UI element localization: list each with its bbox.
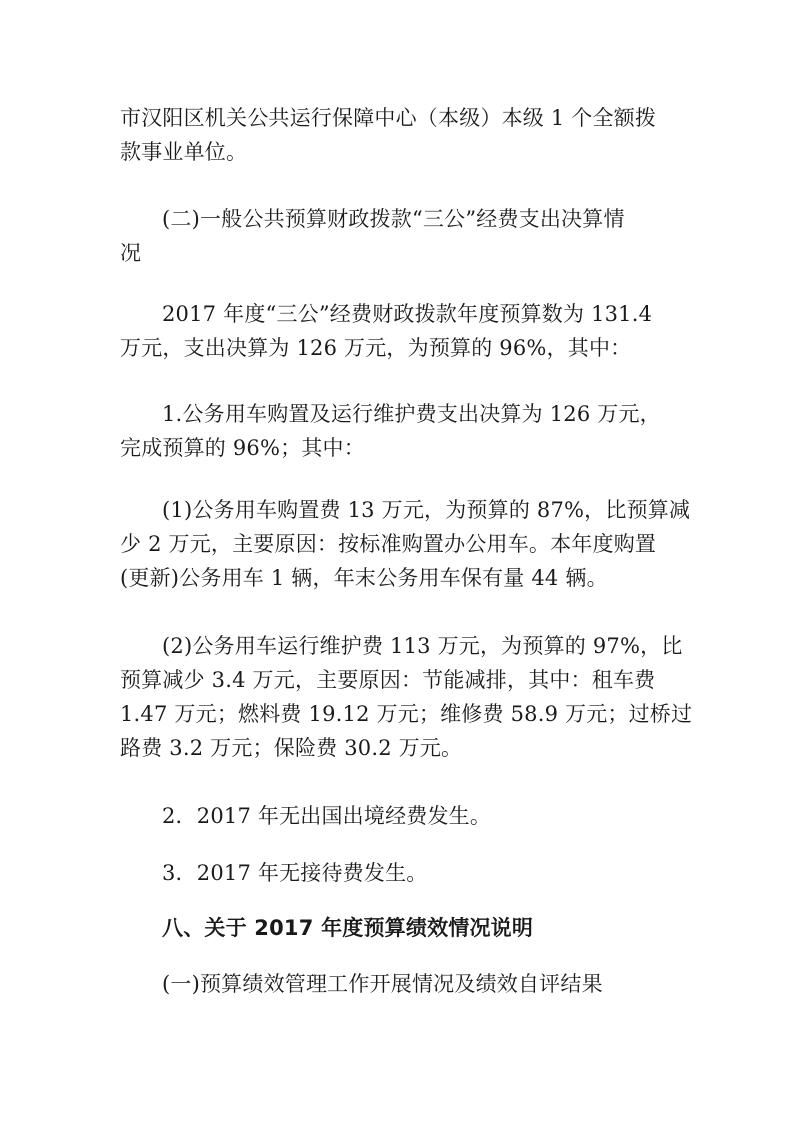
text-line: (1)公务用车购置费 13 万元，为预算的 87%，比预算减 xyxy=(162,498,691,522)
paragraph-vehicle-operation xyxy=(120,629,693,765)
text-line: (2)公务用车运行维护费 113 万元，为预算的 97%，比 xyxy=(162,634,683,658)
section-heading-three-public-expenses xyxy=(120,202,680,270)
text-line: 款事业单位。 xyxy=(120,140,248,164)
paragraph-budget-summary xyxy=(120,297,680,365)
text-line: 路费 3.2 万元；保险费 30.2 万元。 xyxy=(120,736,463,760)
paragraph-unit-description xyxy=(120,101,680,169)
section-heading-performance xyxy=(120,911,680,945)
text-line: 1.公务用车购置及运行维护费支出决算为 126 万元， xyxy=(162,402,661,426)
text-line: 市汉阳区机关公共运行保障中心（本级）本级 1 个全额拨 xyxy=(120,106,657,130)
text-line: (二)一般公共预算财政拨款“三公”经费支出决算情 xyxy=(162,207,625,231)
paragraph-vehicle-expenses xyxy=(120,397,680,465)
text-line: (更新)公务用车 1 辆，年末公务用车保有量 44 辆。 xyxy=(120,566,608,590)
paragraph-reception-expenses xyxy=(120,856,680,890)
text-line: 万元，支出决算为 126 万元，为预算的 96%，其中： xyxy=(120,336,632,360)
subsection-heading-performance-management xyxy=(120,967,680,1001)
text-line: 预算减少 3.4 万元，主要原因：节能减排，其中：租车费 xyxy=(120,668,656,692)
paragraph-vehicle-purchase xyxy=(120,493,691,595)
text-line: 2017 年度“三公”经费财政拨款年度预算数为 131.4 xyxy=(162,302,653,326)
text-line: 况 xyxy=(120,241,142,265)
text-line: 完成预算的 96%；其中： xyxy=(120,436,365,460)
text-line: 少 2 万元，主要原因：按标准购置办公用车。本年度购置 xyxy=(120,532,657,556)
text-line: 1.47 万元；燃料费 19.12 万元；维修费 58.9 万元；过桥过 xyxy=(120,702,693,726)
text-line: 八、关于 2017 年度预算绩效情况说明 xyxy=(162,916,534,940)
paragraph-overseas-expenses xyxy=(120,799,680,833)
text-line: 3．2017 年无接待费发生。 xyxy=(162,861,428,885)
text-line: 2．2017 年无出国出境经费发生。 xyxy=(162,804,492,828)
text-line: (一)预算绩效管理工作开展情况及绩效自评结果 xyxy=(162,972,603,996)
